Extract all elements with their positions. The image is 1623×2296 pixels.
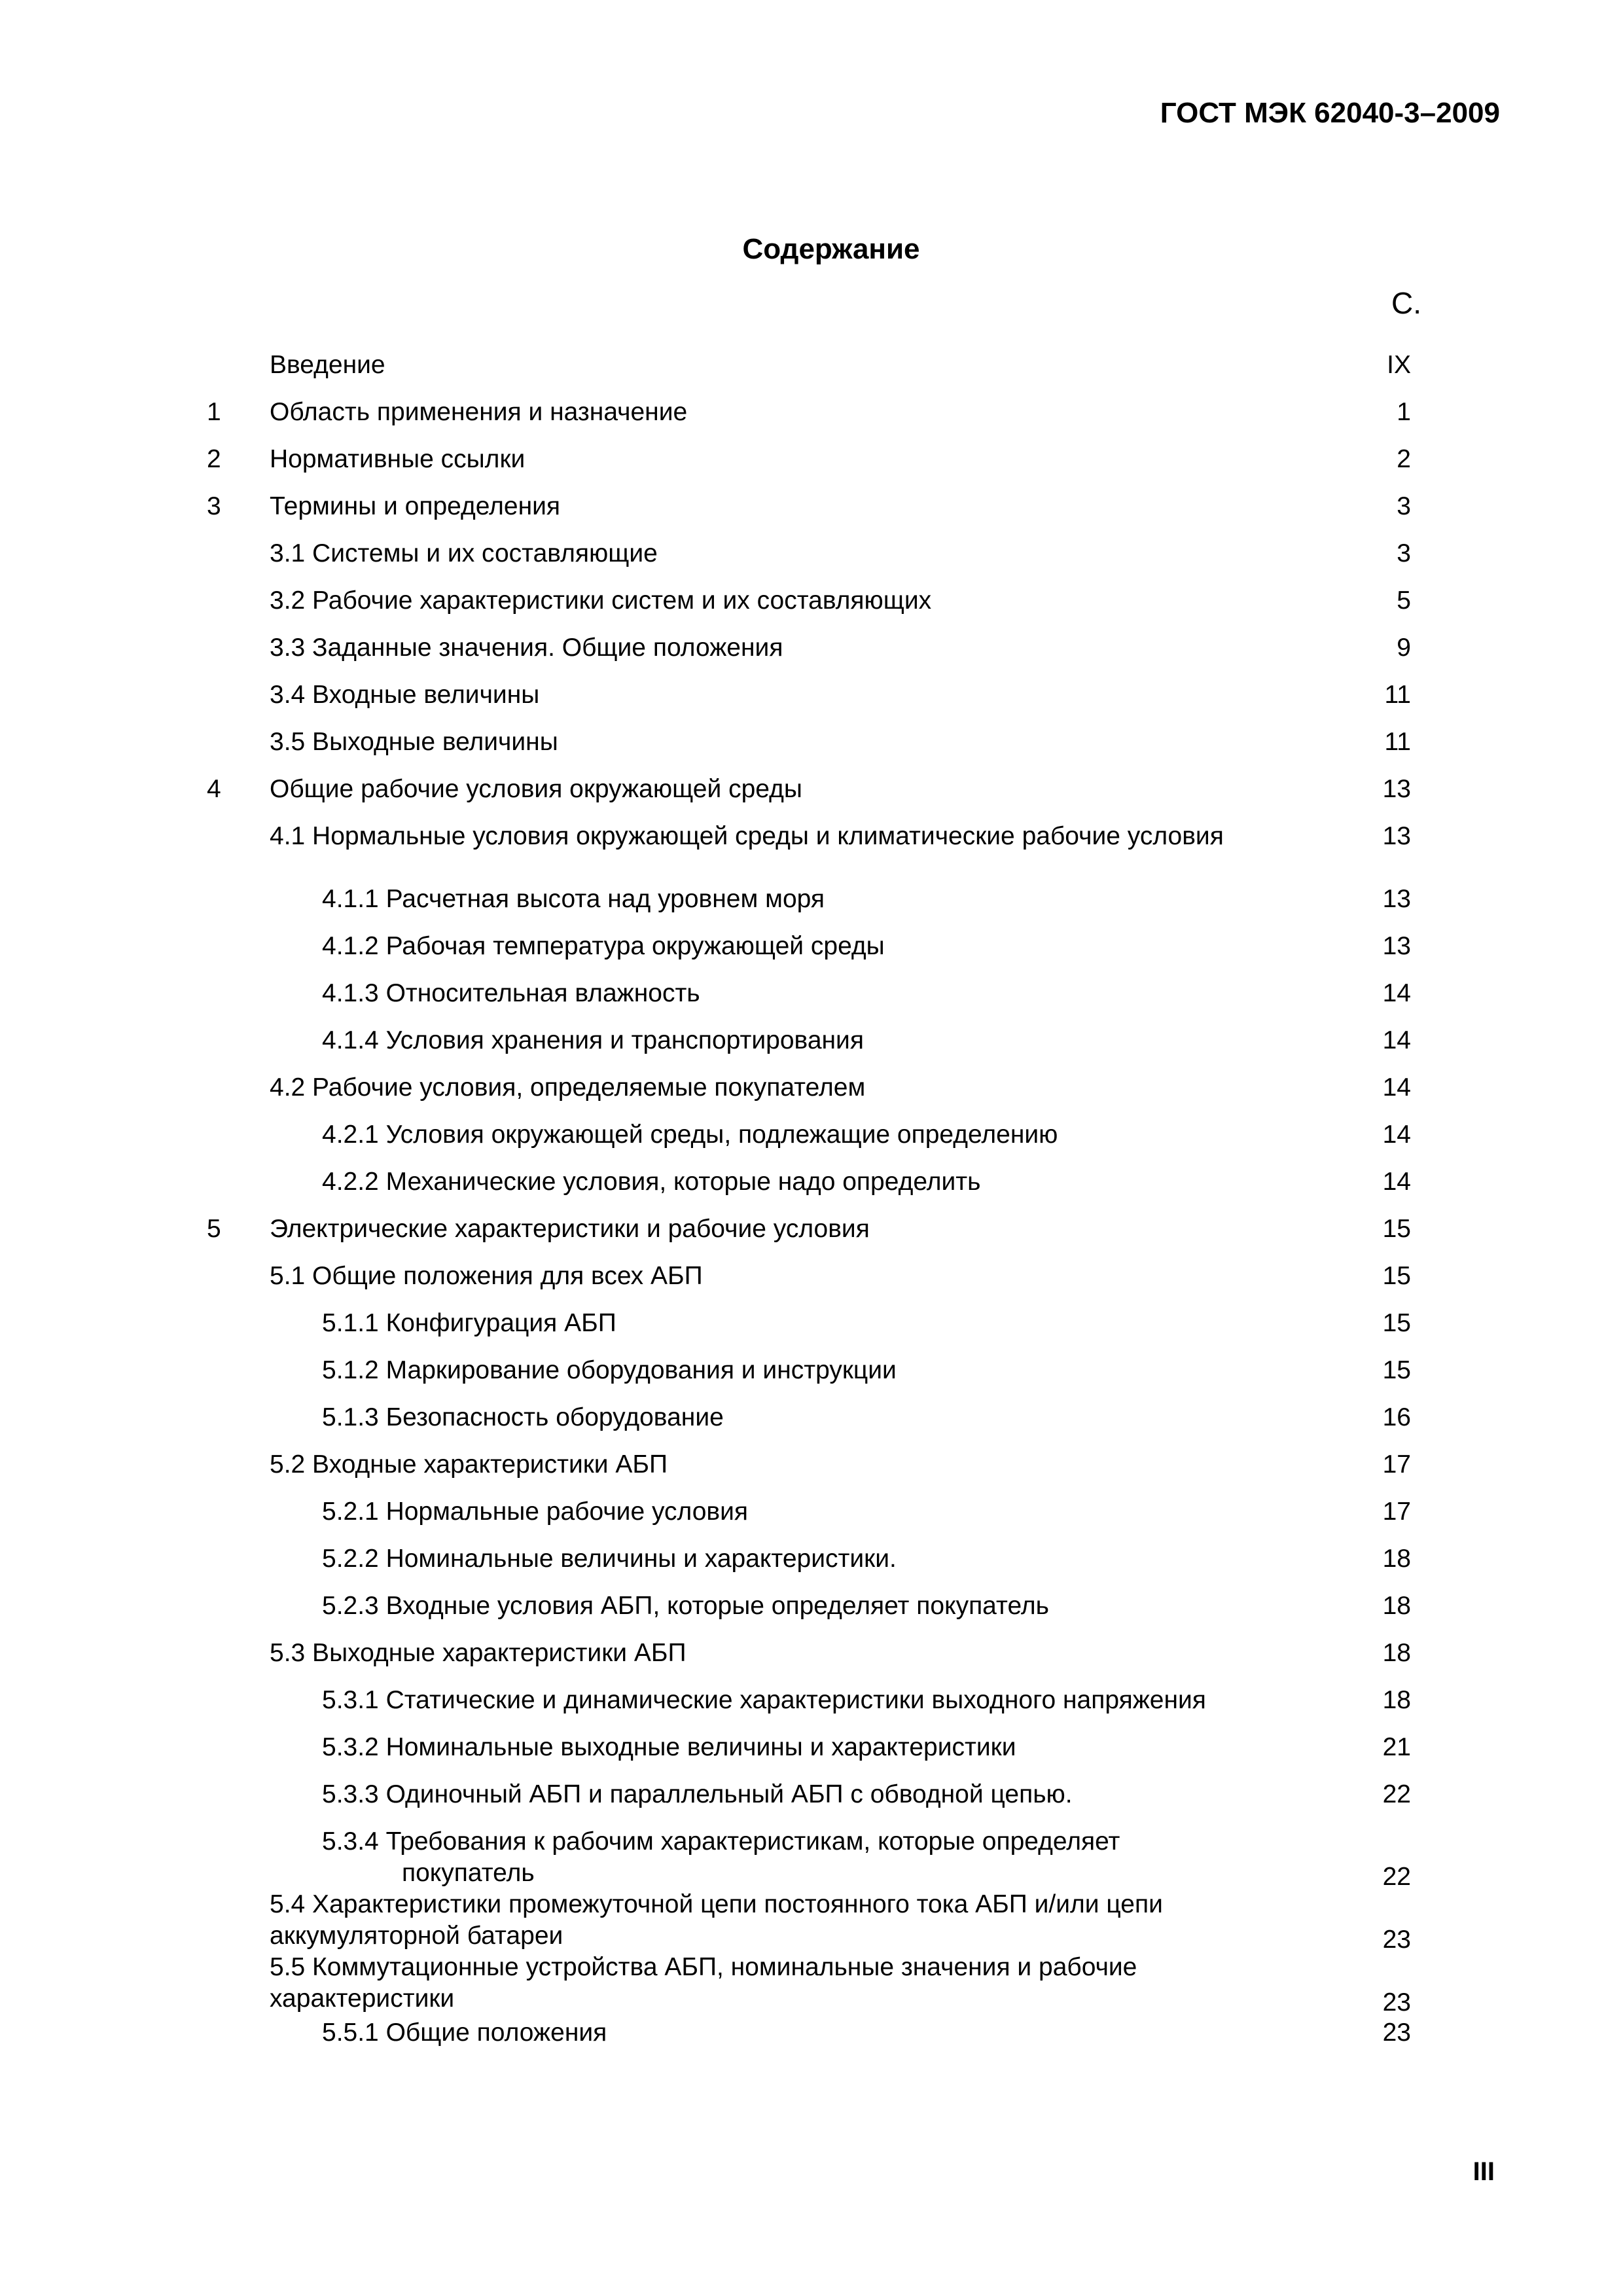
- toc-text-line1: 5.4 Характеристики промежуточной цепи постоянного тока АБП и/или цепи: [270, 1890, 1163, 1918]
- toc-row-5-3-4[interactable]: [0, 1826, 1623, 1897]
- toc-text-line2: характеристики: [270, 1984, 455, 2013]
- toc-row-4-1-2[interactable]: [0, 928, 1623, 967]
- toc-row-5-3-3[interactable]: [0, 1776, 1623, 1816]
- toc-num: 3: [207, 492, 221, 520]
- toc-page: 23: [1382, 1926, 1411, 1954]
- toc-row-4-2-2[interactable]: [0, 1164, 1623, 1203]
- toc-text: 4.2 Рабочие условия, определяемые покупателем: [270, 1073, 866, 1102]
- toc-row-5-3-1[interactable]: [0, 1682, 1623, 1721]
- toc-page: 13: [1382, 885, 1411, 913]
- toc-row-5-1-1[interactable]: [0, 1305, 1623, 1344]
- toc-page: 9: [1397, 634, 1411, 662]
- toc-row-4-1-4[interactable]: [0, 1022, 1623, 1062]
- toc-text-line1: 5.5 Коммутационные устройства АБП, номинальные значения и рабочие: [270, 1953, 1137, 1981]
- toc-row-5-2-1[interactable]: [0, 1494, 1623, 1533]
- toc-text: 5.3 Выходные характеристики АБП: [270, 1639, 687, 1667]
- toc-text: [270, 1952, 1137, 2015]
- toc-text: 4.1.4 Условия хранения и транспортирования: [322, 1026, 864, 1054]
- toc-row-4-1[interactable]: [0, 818, 1623, 857]
- toc-text: 5.2.2 Номинальные величины и характеристики.: [322, 1545, 897, 1573]
- toc-page: 21: [1382, 1733, 1411, 1761]
- toc-row-4-2-1[interactable]: [0, 1117, 1623, 1156]
- toc-text: 4.1.1 Расчетная высота над уровнем моря: [322, 885, 825, 913]
- toc-text-line2: аккумуляторной батареи: [270, 1922, 563, 1950]
- toc-page: 22: [1382, 1780, 1411, 1808]
- toc-page: 18: [1382, 1592, 1411, 1620]
- toc-text: 5.1.1 Конфигурация АБП: [322, 1309, 616, 1337]
- toc-page: 14: [1382, 1026, 1411, 1054]
- toc-row-4-1-1[interactable]: [0, 881, 1623, 920]
- toc-row-5-5[interactable]: [0, 1952, 1623, 2022]
- page-column-label: С.: [1391, 286, 1421, 320]
- toc-text: 5.3.2 Номинальные выходные величины и характеристики: [322, 1733, 1016, 1761]
- toc-page: 14: [1382, 1073, 1411, 1102]
- toc-text: 5.1.2 Маркирование оборудования и инструкции: [322, 1356, 897, 1384]
- toc-page: 1: [1397, 398, 1411, 426]
- toc-page: 18: [1382, 1545, 1411, 1573]
- toc-num: 4: [207, 775, 221, 803]
- toc-text: 3.3 Заданные значения. Общие положения: [270, 634, 783, 662]
- toc-row-5-1-2[interactable]: [0, 1352, 1623, 1391]
- toc-page: 13: [1382, 932, 1411, 960]
- toc-row-5-1-3[interactable]: [0, 1399, 1623, 1439]
- page-title: Содержание: [742, 233, 920, 265]
- toc-num: 5: [207, 1215, 221, 1243]
- toc-text: Общие рабочие условия окружающей среды: [270, 775, 802, 803]
- toc-text: 4.2.1 Условия окружающей среды, подлежащие определению: [322, 1121, 1058, 1149]
- toc-row-5[interactable]: [0, 1211, 1623, 1250]
- toc-text: 4.1.3 Относительная влажность: [322, 979, 700, 1007]
- toc-row-3-5[interactable]: [0, 724, 1623, 763]
- toc-page: 16: [1382, 1403, 1411, 1431]
- toc-page: 13: [1382, 775, 1411, 803]
- toc-text: 5.2.1 Нормальные рабочие условия: [322, 1498, 749, 1526]
- toc-page: 15: [1382, 1356, 1411, 1384]
- toc-row-4-2[interactable]: [0, 1069, 1623, 1109]
- toc-row-3-4[interactable]: [0, 677, 1623, 716]
- toc-page: 2: [1397, 445, 1411, 473]
- toc-page: 22: [1382, 1863, 1411, 1891]
- toc-text: 5.2 Входные характеристики АБП: [270, 1450, 668, 1479]
- toc-text: Введение: [270, 351, 385, 379]
- toc-text: 3.2 Рабочие характеристики систем и их составляющих: [270, 586, 932, 615]
- toc-page: 15: [1382, 1215, 1411, 1243]
- toc-page: 5: [1397, 586, 1411, 615]
- toc-text: 5.3.1 Статические и динамические характеристики выходного напряжения: [322, 1686, 1206, 1714]
- toc-page: 14: [1382, 1168, 1411, 1196]
- toc-page: 11: [1384, 728, 1411, 756]
- toc-text: Область применения и назначение: [270, 398, 688, 426]
- toc-page: 15: [1382, 1262, 1411, 1290]
- toc-page: 18: [1382, 1686, 1411, 1714]
- toc-row-5-5-1[interactable]: [0, 2015, 1623, 2054]
- toc-text: 5.2.3 Входные условия АБП, которые определяет покупатель: [322, 1592, 1049, 1620]
- toc-page: 15: [1382, 1309, 1411, 1337]
- toc-page: 18: [1382, 1639, 1411, 1667]
- toc-row-2[interactable]: [0, 441, 1623, 480]
- toc-row-5-3-2[interactable]: [0, 1729, 1623, 1768]
- toc-row-3-2[interactable]: [0, 583, 1623, 622]
- toc-page: 23: [1382, 1988, 1411, 2017]
- toc-page: 14: [1382, 1121, 1411, 1149]
- toc-page: 3: [1397, 539, 1411, 567]
- toc-text-line2: покупатель: [402, 1859, 535, 1887]
- toc-text-line1: 5.3.4 Требования к рабочим характеристикам, которые определяет: [322, 1827, 1120, 1856]
- page-number: III: [1472, 2157, 1495, 2186]
- toc-text: Электрические характеристики и рабочие условия: [270, 1215, 870, 1243]
- toc-row-intro[interactable]: [0, 347, 1623, 386]
- toc-text: [322, 1826, 1120, 1889]
- toc-num: 1: [207, 398, 221, 426]
- toc-row-5-2[interactable]: [0, 1446, 1623, 1486]
- toc-row-5-2-3[interactable]: [0, 1588, 1623, 1627]
- toc-row-3-3[interactable]: [0, 630, 1623, 669]
- toc-text: Нормативные ссылки: [270, 445, 526, 473]
- toc-page: 13: [1382, 822, 1411, 850]
- toc-row-3[interactable]: [0, 488, 1623, 528]
- toc-text: 4.2.2 Механические условия, которые надо определить: [322, 1168, 981, 1196]
- toc-text: [270, 1889, 1163, 1952]
- toc-row-4-1-3[interactable]: [0, 975, 1623, 1014]
- toc-row-5-4[interactable]: [0, 1889, 1623, 1960]
- toc-text: 3.4 Входные величины: [270, 681, 540, 709]
- toc-page: 11: [1384, 681, 1411, 709]
- toc-page: 17: [1382, 1498, 1411, 1526]
- toc-row-5-1[interactable]: [0, 1258, 1623, 1297]
- toc-page: 17: [1382, 1450, 1411, 1479]
- toc-row-1[interactable]: [0, 394, 1623, 433]
- toc-row-4[interactable]: [0, 771, 1623, 810]
- toc-page: 3: [1397, 492, 1411, 520]
- toc-text: 5.3.3 Одиночный АБП и параллельный АБП с обводной цепью.: [322, 1780, 1073, 1808]
- toc-text: 3.1 Системы и их составляющие: [270, 539, 658, 567]
- toc-text: 3.5 Выходные величины: [270, 728, 558, 756]
- toc-page: 14: [1382, 979, 1411, 1007]
- toc-page: 23: [1382, 2018, 1411, 2047]
- toc-num: 2: [207, 445, 221, 473]
- toc-text: 5.1 Общие положения для всех АБП: [270, 1262, 703, 1290]
- toc-row-3-1[interactable]: [0, 535, 1623, 575]
- document-code: ГОСТ МЭК 62040-3–2009: [1160, 97, 1500, 129]
- toc-page: IX: [1387, 351, 1411, 379]
- toc-text: 4.1 Нормальные условия окружающей среды и климатические рабочие условия: [270, 822, 1224, 850]
- toc-row-5-2-2[interactable]: [0, 1541, 1623, 1580]
- toc-text: 4.1.2 Рабочая температура окружающей среды: [322, 932, 885, 960]
- toc-row-5-3[interactable]: [0, 1635, 1623, 1674]
- toc-text: Термины и определения: [270, 492, 561, 520]
- toc-text: 5.1.3 Безопасность оборудование: [322, 1403, 724, 1431]
- toc-text: 5.5.1 Общие положения: [322, 2018, 607, 2047]
